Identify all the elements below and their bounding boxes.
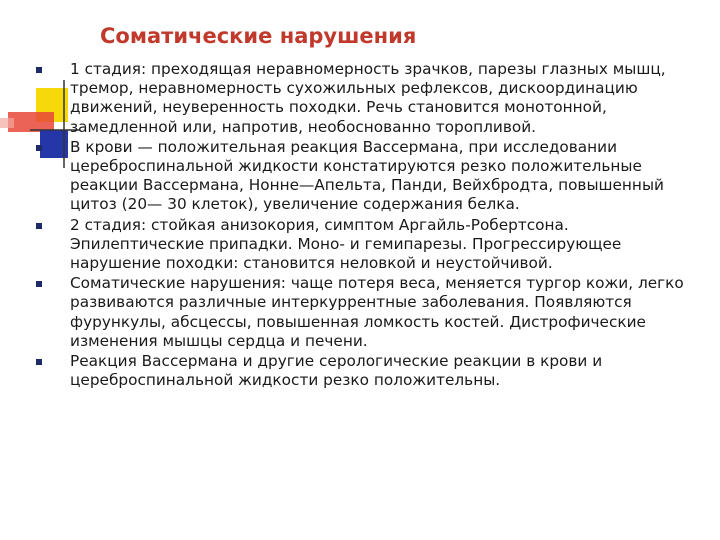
slide-content xyxy=(36,60,686,391)
bullet-square-icon xyxy=(36,67,42,73)
bullet-item-blood-test xyxy=(36,138,686,215)
bullet-list xyxy=(36,60,686,390)
deco-red-fade xyxy=(0,118,14,128)
bullet-text: В крови — положительная реакция Вассермана, при исследовании цереброспинальной жидкости констатируются резко положительные реакции Вассермана, Нонне—Апельта, Панди, Вейхбродта, повышенный цитоз (20— 30 клеток), увеличение содержания белка. xyxy=(70,137,664,214)
bullet-square-icon xyxy=(36,281,42,287)
bullet-item-stage-1 xyxy=(36,60,686,137)
bullet-square-icon xyxy=(36,359,42,365)
slide-title: Соматические нарушения xyxy=(100,24,417,48)
bullet-text: 1 стадия: преходящая неравномерность зрачков, парезы глазных мышц, тремор, неравномерность сухожильных рефлексов, дискоординацию движений, неуверенность походки. Речь становится монотонной, замедленной или, напротив, необоснованно торопливой. xyxy=(70,60,666,136)
bullet-item-stage-2 xyxy=(36,216,686,274)
bullet-text: Реакция Вассермана и другие серологические реакции в крови и цереброспинальной жидкости резко положительны. xyxy=(70,352,603,390)
bullet-text: Соматические нарушения: чаще потеря веса, меняется тургор кожи, легко развиваются различные интеркуррентные заболевания. Появляются фурункулы, абсцессы, повышенная ломкость костей. Дистрофические изменения мышцы сердца и печени. xyxy=(70,274,684,350)
bullet-item-somatic xyxy=(36,274,686,351)
bullet-square-icon xyxy=(36,145,42,151)
bullet-text: 2 стадия: стойкая анизокория, симптом Аргайль-Робертсона. Эпилептические припадки. Моно- и гемипарезы. Прогрессирующее нарушение походки: становится неловкой и неустойчивой. xyxy=(70,215,622,273)
bullet-item-serology xyxy=(36,352,686,390)
bullet-square-icon xyxy=(36,223,42,229)
